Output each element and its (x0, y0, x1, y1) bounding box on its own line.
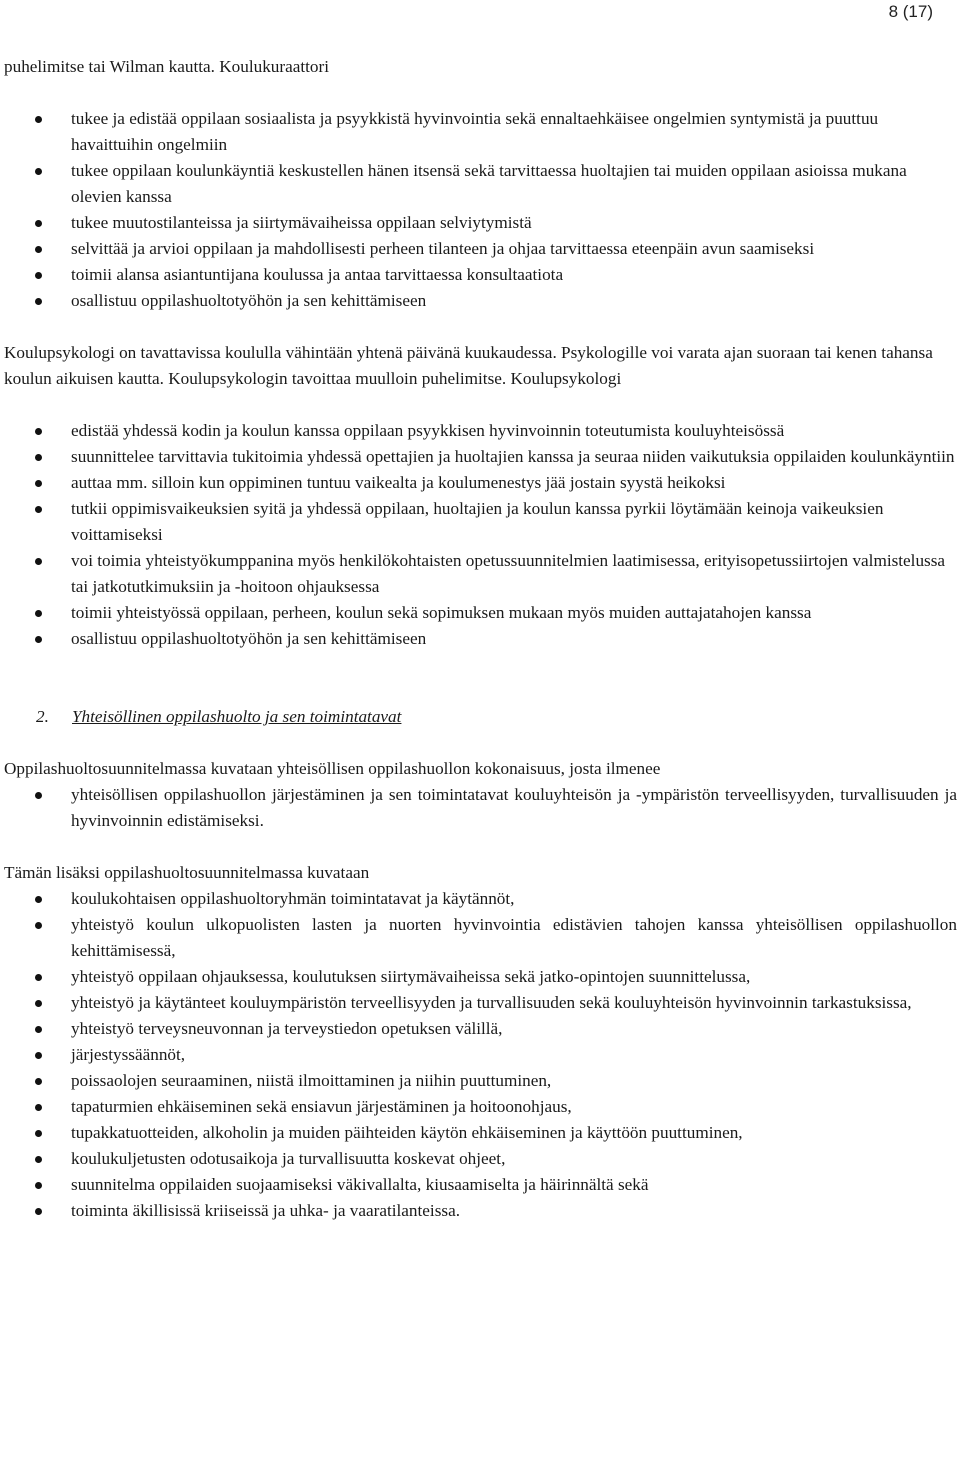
list-item: suunnittelee tarvittavia tukitoimia yhdessä opettajien ja huoltajien kanssa ja seuraa niiden vaikutuksia oppilaiden koulunkäyntiin (4, 444, 957, 470)
list-item: järjestyssäännöt, (4, 1042, 957, 1068)
psykologi-paragraph: Koulupsykologi on tavattavissa koululla vähintään yhtenä päivänä kuukaudessa. Psykologille voi varata ajan suoraan tai kenen tahansa koulun aikuisen kautta. Koulupsykologin tavoittaa muulloin puhelimitse. Koulupsykologi (4, 343, 933, 388)
list-item: koulukohtaisen oppilashuoltoryhmän toimintatavat ja käytännöt, (4, 886, 957, 912)
bullet-icon (35, 298, 42, 305)
list-item: selvittää ja arvioi oppilaan ja mahdollisesti perheen tilanteen ja ohjaa tarvittaessa eteenpäin avun saamiseksi (4, 236, 957, 262)
bullet-icon (35, 428, 42, 435)
bullet-icon (35, 506, 42, 513)
list-item: tukee muutostilanteissa ja siirtymävaiheissa oppilaan selviytymistä (4, 210, 957, 236)
bullet-icon (35, 610, 42, 617)
list-item: yhteistyö oppilaan ohjauksessa, koulutuksen siirtymävaiheissa sekä jatko-opintojen suunnittelussa, (4, 964, 957, 990)
list-item: tutkii oppimisvaikeuksien syitä ja yhdessä oppilaan, huoltajien ja koulun kanssa pyrkii löytämään keinoja vaikeuksien voittamiseksi (4, 496, 957, 548)
section2-list (4, 782, 957, 834)
list-item: tukee oppilaan koulunkäyntiä keskustellen hänen itsensä sekä tarvittaessa huoltajien tai muiden oppilaan asioissa mukana olevien kanssa (4, 158, 957, 210)
psykologi-list (4, 418, 957, 652)
bullet-icon (35, 1156, 42, 1163)
bullet-icon (35, 480, 42, 487)
bullet-icon (35, 558, 42, 565)
list-item: yhteistyö terveysneuvonnan ja terveystiedon opetuksen välillä, (4, 1016, 957, 1042)
bullet-icon (35, 1078, 42, 1085)
bullet-icon (35, 1208, 42, 1215)
section2-intro: Oppilashuoltosuunnitelmassa kuvataan yhteisöllisen oppilashuollon kokonaisuus, josta ilmenee (4, 759, 661, 778)
list-item: tupakkatuotteiden, alkoholin ja muiden päihteiden käytön ehkäiseminen ja käyttöön puuttuminen, (4, 1120, 957, 1146)
list-item: voi toimia yhteistyökumppanina myös henkilökohtaisten opetussuunnitelmien laatimisessa, erityisopetussiirtojen valmistelussa tai jatkotutkimuksiin ja -hoitoon ohjauksessa (4, 548, 957, 600)
list-item: tukee ja edistää oppilaan sosiaalista ja psyykkistä hyvinvointia sekä ennaltaehkäisee ongelmien syntymistä ja puuttuu havaittuihin ongelmiin (4, 106, 957, 158)
list-item: toimii alansa asiantuntijana koulussa ja antaa tarvittaessa konsultaatiota (4, 262, 957, 288)
list-item: koulukuljetusten odotusaikoja ja turvallisuutta koskevat ohjeet, (4, 1146, 957, 1172)
page-number: 8 (17) (888, 2, 933, 21)
section-heading (4, 704, 957, 730)
lisaksi-list (4, 886, 957, 1224)
bullet-icon (35, 636, 42, 643)
document-body (4, 54, 957, 1224)
lisaksi-intro: Tämän lisäksi oppilashuoltosuunnitelmassa kuvataan (4, 863, 370, 882)
list-item: yhteistyö koulun ulkopuolisten lasten ja nuorten hyvinvointia edistävien tahojen kanssa yhteisöllisen oppilashuollon kehittämisessä, (4, 912, 957, 964)
list-item: yhteistyö ja käytänteet kouluympäristön terveellisyyden ja turvallisuuden sekä kouluyhteisön hyvinvoinnin tarkastuksissa, (4, 990, 957, 1016)
bullet-icon (35, 974, 42, 981)
list-item: toimii yhteistyössä oppilaan, perheen, koulun sekä sopimuksen mukaan myös muiden auttajatahojen kanssa (4, 600, 957, 626)
bullet-icon (35, 1104, 42, 1111)
bullet-icon (35, 1026, 42, 1033)
bullet-icon (35, 1182, 42, 1189)
bullet-icon (35, 1130, 42, 1137)
section-number: 2. (36, 707, 49, 726)
bullet-icon (35, 168, 42, 175)
bullet-icon (35, 220, 42, 227)
list-item: osallistuu oppilashuoltotyöhön ja sen kehittämiseen (4, 626, 957, 652)
list-item: tapaturmien ehkäiseminen sekä ensiavun järjestäminen ja hoitoonohjaus, (4, 1094, 957, 1120)
list-item: yhteisöllisen oppilashuollon järjestäminen ja sen toimintatavat kouluyhteisön ja -ympäristön terveellisyyden, turvallisuuden ja hyvinvoinnin edistämiseksi. (4, 782, 957, 834)
section-title: Yhteisöllinen oppilashuolto ja sen toimintatavat (72, 707, 402, 726)
list-item: toiminta äkillisissä kriiseissä ja uhka- ja vaaratilanteissa. (4, 1198, 957, 1224)
list-item: osallistuu oppilashuoltotyöhön ja sen kehittämiseen (4, 288, 957, 314)
list-item: poissaolojen seuraaminen, niistä ilmoittaminen ja niihin puuttuminen, (4, 1068, 957, 1094)
kuraattori-list (4, 106, 957, 314)
bullet-icon (35, 922, 42, 929)
bullet-icon (35, 792, 42, 799)
bullet-icon (35, 1052, 42, 1059)
bullet-icon (35, 272, 42, 279)
list-item: suunnitelma oppilaiden suojaamiseksi väkivallalta, kiusaamiselta ja häirinnältä sekä (4, 1172, 957, 1198)
bullet-icon (35, 116, 42, 123)
intro-line: puhelimitse tai Wilman kautta. Koulukuraattori (4, 57, 330, 76)
bullet-icon (35, 454, 42, 461)
bullet-icon (35, 896, 42, 903)
list-item: auttaa mm. silloin kun oppiminen tuntuu vaikealta ja koulumenestys jää jostain syystä heikoksi (4, 470, 957, 496)
bullet-icon (35, 246, 42, 253)
list-item: edistää yhdessä kodin ja koulun kanssa oppilaan psyykkisen hyvinvoinnin toteutumista kouluyhteisössä (4, 418, 957, 444)
bullet-icon (35, 1000, 42, 1007)
